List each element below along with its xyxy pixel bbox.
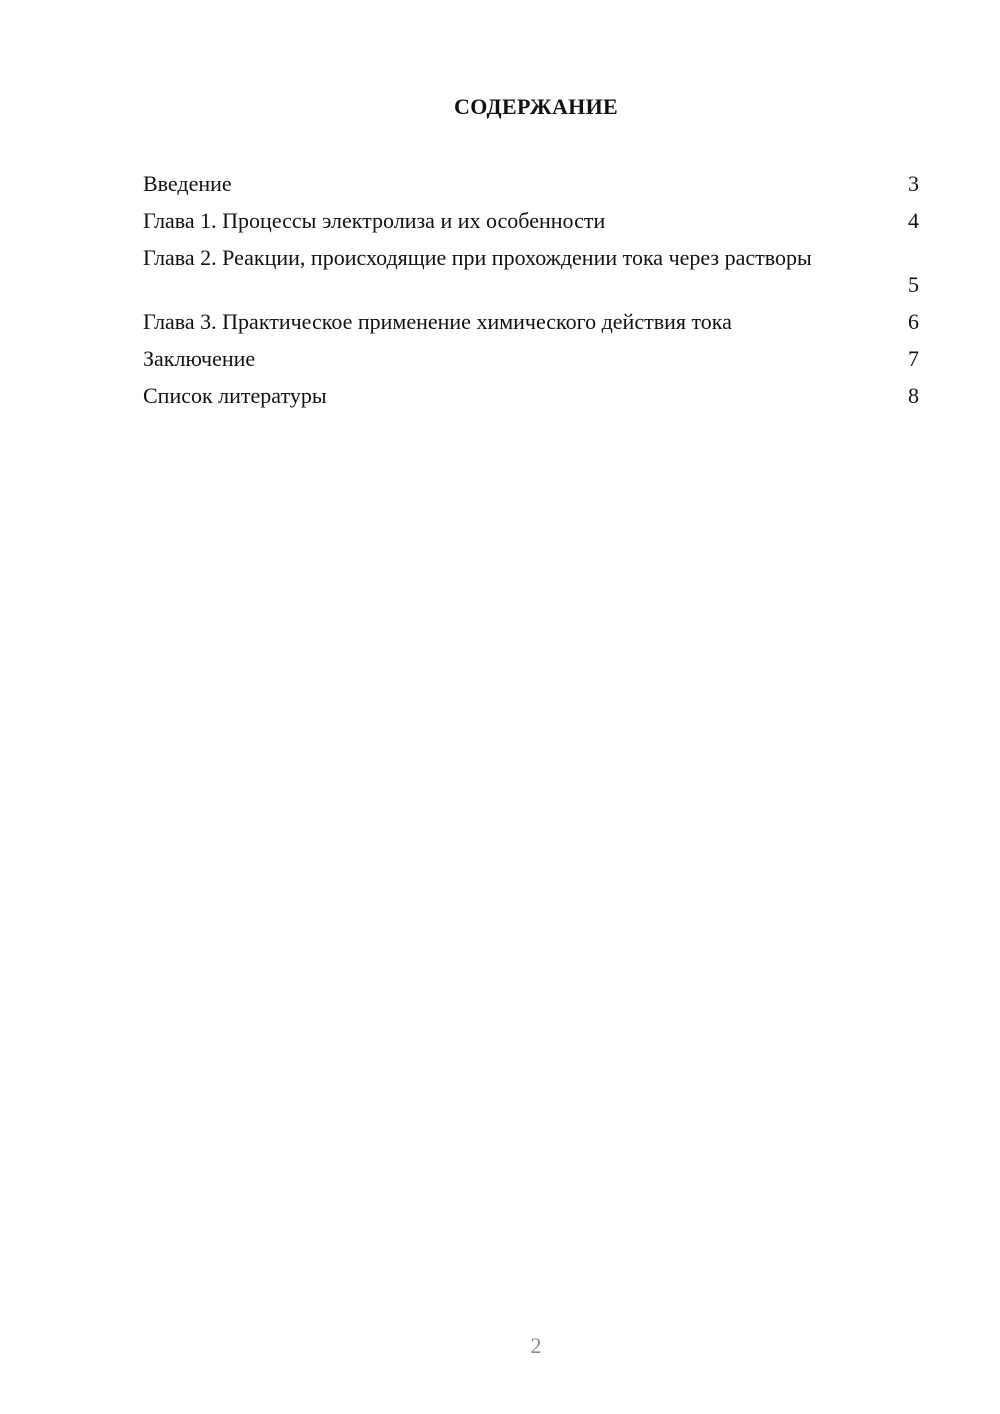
page-number: 2: [530, 1333, 542, 1358]
toc-entry-text: Список литературы: [143, 383, 327, 408]
page-title: СОДЕРЖАНИЕ: [454, 94, 618, 119]
toc-entry-page: 5: [908, 272, 919, 297]
toc-entry-page: 8: [908, 383, 919, 408]
toc-entry-text: Заключение: [143, 346, 256, 371]
toc-entry-page: 7: [908, 346, 919, 371]
toc-entry-text: Глава 1. Процессы электролиза и их особенности: [143, 208, 606, 233]
toc-entry-page: 6: [908, 309, 919, 334]
toc-entry-page: 3: [908, 171, 919, 196]
toc-entry-introduction: [143, 170, 919, 207]
toc-entry-chapter-1: [143, 207, 919, 244]
toc-entry-references: [143, 382, 919, 419]
toc-entry-chapter-2: [143, 244, 919, 308]
toc-entry-text: Глава 3. Практическое применение химического действия тока: [143, 309, 732, 334]
toc-entry-conclusion: [143, 345, 919, 382]
toc-entry-text: Глава 2. Реакции, происходящие при прохождении тока через растворы: [143, 245, 812, 270]
toc-entry-text: Введение: [143, 171, 232, 196]
toc-entry-page: 4: [908, 208, 919, 233]
table-of-contents: [143, 170, 919, 419]
toc-entry-chapter-3: [143, 308, 919, 345]
